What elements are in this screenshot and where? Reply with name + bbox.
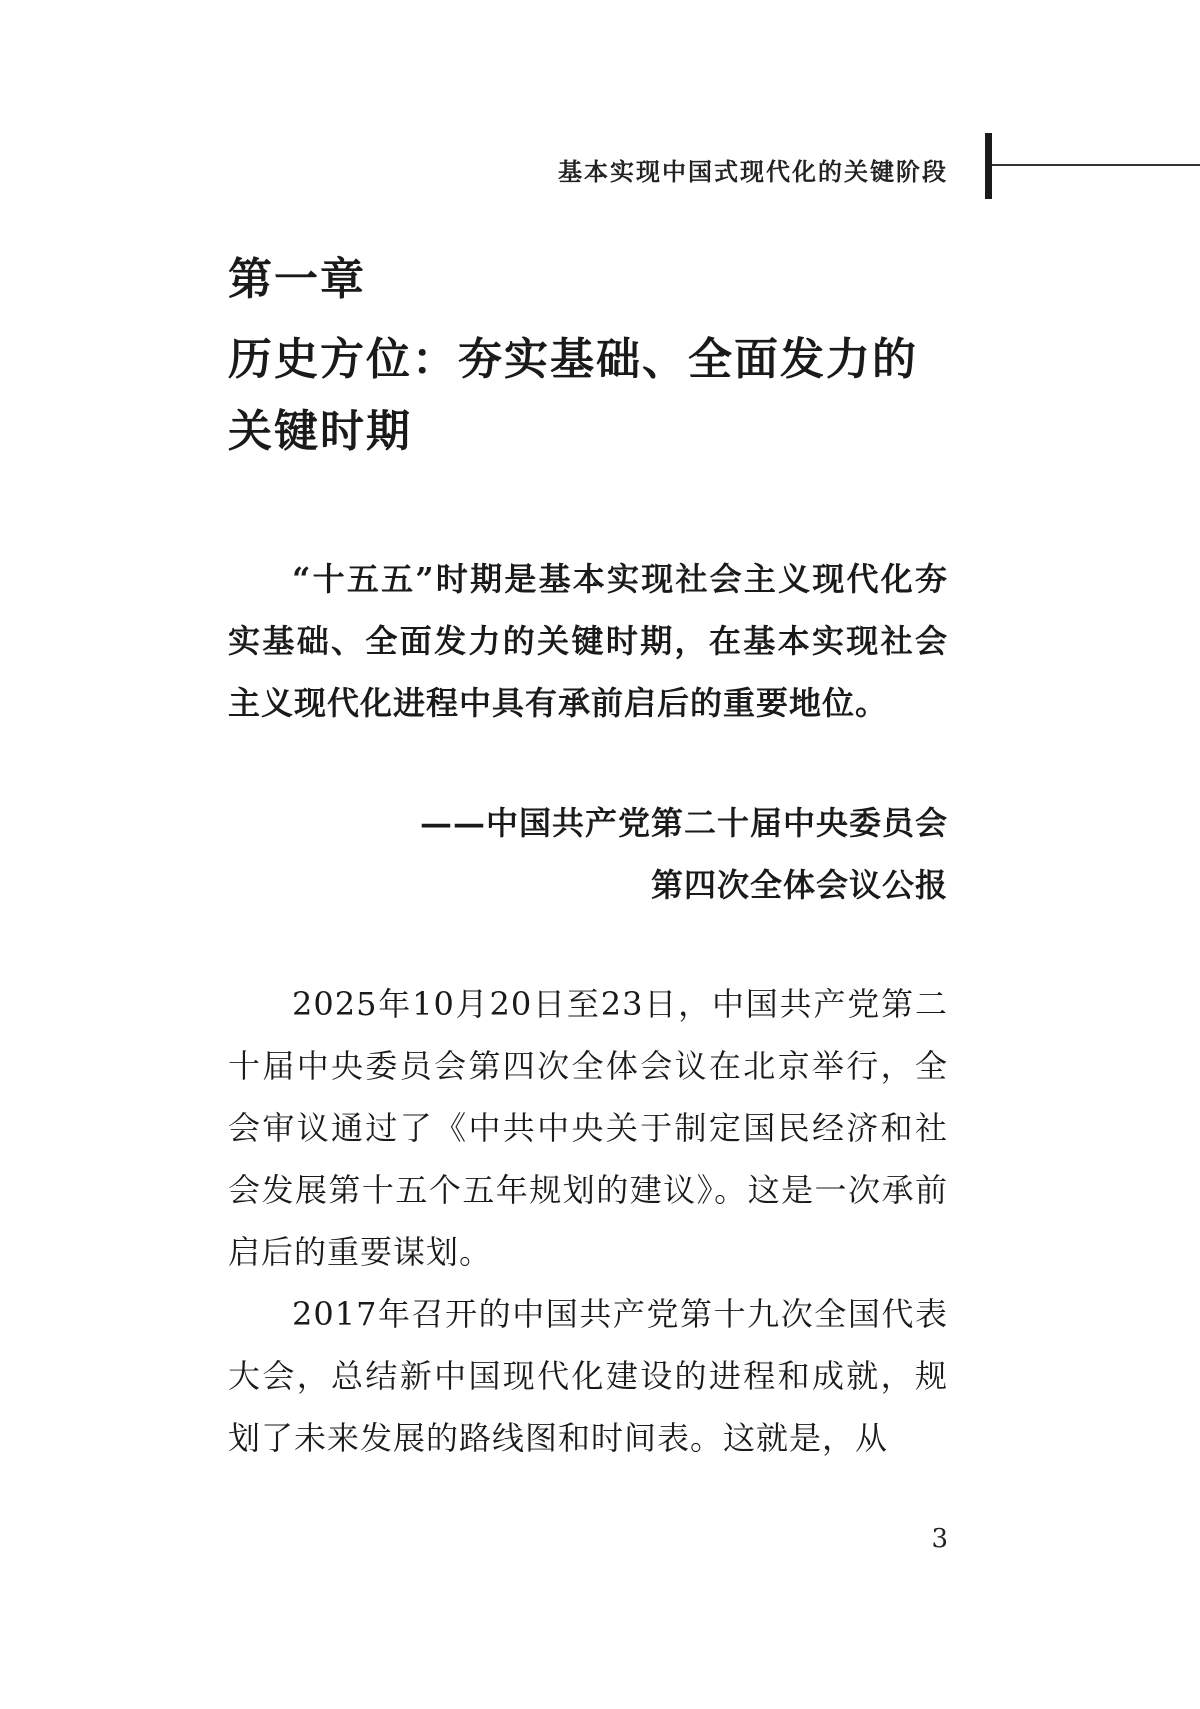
header-bar-decoration <box>985 133 992 199</box>
epigraph-quote: “十五五”时期是基本实现社会主义现代化夯实基础、全面发力的关键时期，在基本实现社会主义现代化进程中具有承前启后的重要地位。 <box>228 560 948 722</box>
attribution-line-1: ——中国共产党第二十届中央委员会 <box>419 804 948 842</box>
body-text <box>228 973 948 1469</box>
attribution-line-2: 第四次全体会议公报 <box>650 866 948 904</box>
running-header: 基本实现中国式现代化的关键阶段 <box>558 158 948 186</box>
page-number: 3 <box>931 1524 948 1554</box>
chapter-title: 历史方位：夯实基础、全面发力的关键时期 <box>228 334 918 457</box>
header-rule-line <box>992 164 1200 166</box>
epigraph-attribution <box>420 792 948 916</box>
body-paragraph-2: 2017年召开的中国共产党第十九次全国代表大会，总结新中国现代化建设的进程和成就，规划了未来发展的路线图和时间表。这就是，从 <box>228 1295 948 1457</box>
body-paragraph-1: 2025年10月20日至23日，中国共产党第二十届中央委员会第四次全体会议在北京举行，全会审议通过了《中共中央关于制定国民经济和社会发展第十五个五年规划的建议》。这是一次承前启后的重要谋划。 <box>228 985 948 1271</box>
chapter-label: 第一章 <box>228 254 366 305</box>
